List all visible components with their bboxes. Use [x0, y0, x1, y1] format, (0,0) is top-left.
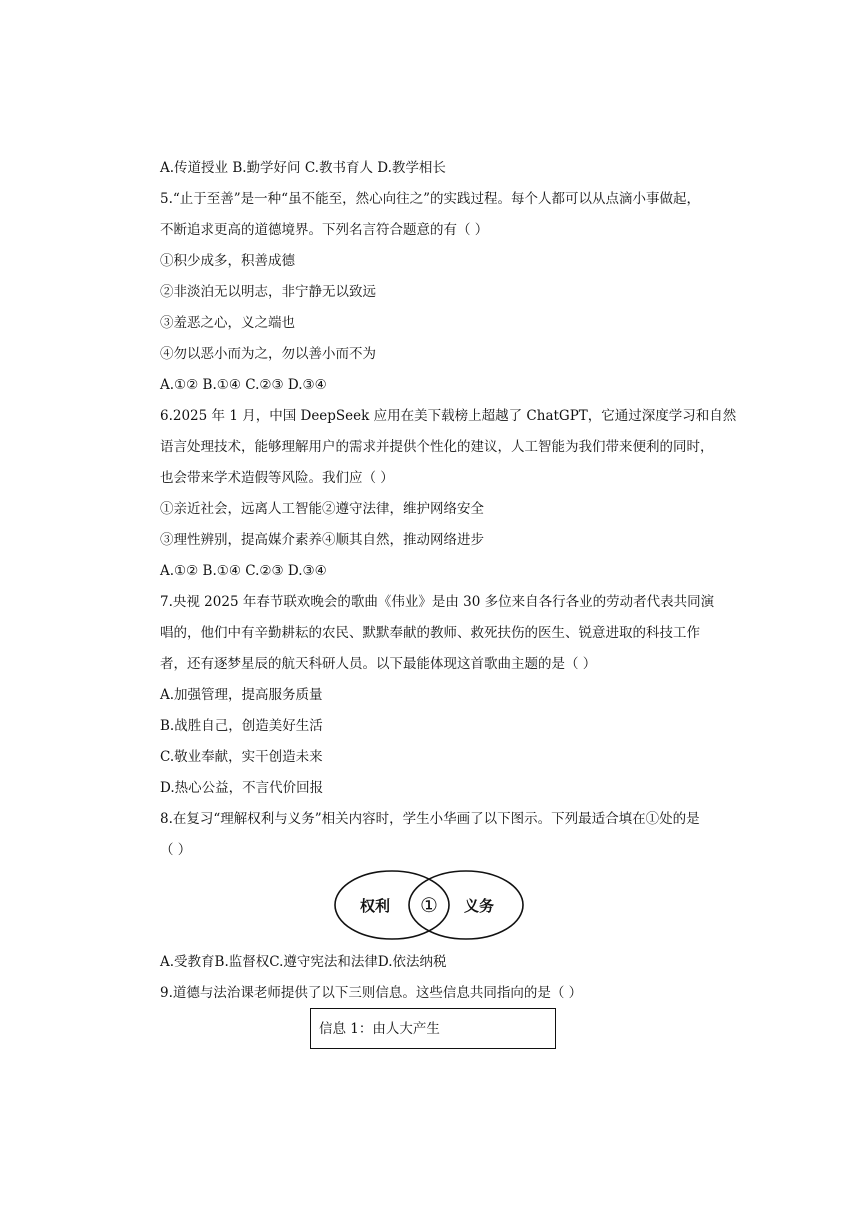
- rights-label: 权利: [359, 897, 391, 915]
- q4-options: A.传道授业 B.勤学好问 C.教书育人 D.教学相长: [160, 160, 446, 176]
- q8-options: A.受教育B.监督权C.遵守宪法和法律D.依法纳税: [160, 954, 447, 970]
- q7-stem-line3: 者，还有逐梦星辰的航天科研人员。以下最能体现这首歌曲主题的是（ ）: [160, 656, 597, 672]
- q7-option-d: D.热心公益，不言代价回报: [160, 780, 324, 796]
- q5-options: A.①② B.①④ C.②③ D.③④: [160, 377, 327, 393]
- q5-item-2: ②非淡泊无以明志，非宁静无以致远: [160, 284, 376, 300]
- q6-stem-line2: 语言处理技术，能够理解用户的需求并提供个性化的建议，人工智能为我们带来便利的同时，: [160, 439, 714, 455]
- q5-stem-line2: 不断追求更高的道德境界。下列名言符合题意的有（ ）: [160, 222, 489, 238]
- q7-option-a: A.加强管理，提高服务质量: [160, 687, 323, 703]
- q7-option-b: B.战胜自己，创造美好生活: [160, 718, 323, 734]
- q6-items-3-4: ③理性辨别，提高媒介素养④顺其自然，推动网络进步: [160, 532, 484, 548]
- q6-stem-line1: 6.2025 年 1 月，中国 DeepSeek 应用在美下载榜上超越了 ChatGPT，它通过深度学习和自然: [160, 408, 737, 424]
- q5-item-3: ③羞恶之心，义之端也: [160, 315, 295, 331]
- q6-options: A.①② B.①④ C.②③ D.③④: [160, 563, 327, 579]
- q6-items-1-2: ①亲近社会，远离人工智能②遵守法律，维护网络安全: [160, 501, 484, 517]
- info-box-1-text: 信息 1：由人大产生: [319, 1021, 440, 1037]
- rights-duties-venn-diagram: [330, 868, 530, 944]
- info-box-1: [310, 1008, 556, 1049]
- q7-stem-line1: 7.央视 2025 年春节联欢晚会的歌曲《伟业》是由 30 多位来自各行各业的劳动者代表共同演: [160, 594, 715, 610]
- q8-stem-line1: 8.在复习“理解权利与义务”相关内容时，学生小华画了以下图示。下列最适合填在①处的是: [160, 811, 700, 827]
- q7-stem-line2: 唱的，他们中有辛勤耕耘的农民、默默奉献的教师、救死扶伤的医生、锐意进取的科技工作: [160, 625, 700, 641]
- q5-stem-line1: 5.“止于至善”是一种“虽不能至，然心向往之”的实践过程。每个人都可以从点滴小事做起，: [160, 191, 700, 207]
- q9-stem: 9.道德与法治课老师提供了以下三则信息。这些信息共同指向的是（ ）: [160, 985, 583, 1001]
- q7-option-c: C.敬业奉献，实干创造未来: [160, 749, 323, 765]
- overlap-marker-label: ①: [420, 893, 438, 917]
- q5-item-4: ④勿以恶小而为之，勿以善小而不为: [160, 346, 376, 362]
- q5-item-1: ①积少成多，积善成德: [160, 253, 295, 269]
- q6-stem-line3: 也会带来学术造假等风险。我们应（ ）: [160, 470, 394, 486]
- duties-label: 义务: [463, 897, 495, 915]
- q8-stem-line2: （ ）: [160, 842, 192, 858]
